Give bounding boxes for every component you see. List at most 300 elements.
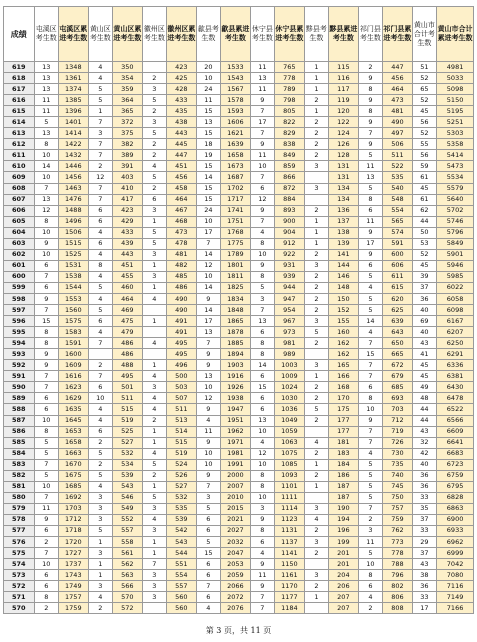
score-cell: 577: [4, 525, 35, 536]
score-cell: 612: [4, 139, 35, 150]
count-cell: 45: [412, 260, 436, 271]
count-cell: 1938: [221, 393, 251, 404]
count-cell: 33: [412, 592, 436, 603]
count-cell: 3: [196, 492, 220, 503]
count-cell: 1: [304, 106, 328, 117]
count-cell: 501: [113, 382, 143, 393]
count-cell: 2047: [221, 548, 251, 559]
count-cell: 1: [142, 537, 166, 548]
count-cell: 1621: [221, 128, 251, 139]
column-header: 徽州区考生数: [142, 7, 166, 62]
count-cell: 2: [142, 139, 166, 150]
count-cell: 805: [275, 106, 305, 117]
count-cell: 798: [275, 95, 305, 106]
count-cell: 13: [250, 316, 274, 327]
count-cell: 1137: [275, 537, 305, 548]
count-cell: 552: [113, 514, 143, 525]
count-cell: 2076: [221, 603, 251, 614]
count-cell: 625: [383, 305, 413, 316]
count-cell: 6430: [437, 382, 474, 393]
count-cell: 10: [358, 559, 382, 570]
count-cell: 33: [412, 525, 436, 536]
count-cell: 9: [358, 73, 382, 84]
count-cell: 4: [196, 415, 220, 426]
count-cell: 524: [167, 459, 197, 470]
count-cell: 1645: [59, 415, 89, 426]
score-cell: 587: [4, 415, 35, 426]
count-cell: [304, 172, 328, 183]
count-cell: 2: [88, 161, 112, 172]
count-cell: 1623: [59, 382, 89, 393]
count-cell: 515: [113, 404, 143, 415]
count-cell: 5: [88, 448, 112, 459]
count-cell: 679: [383, 371, 413, 382]
count-cell: 1727: [59, 548, 89, 559]
count-cell: 989: [275, 349, 305, 360]
count-cell: 527: [113, 437, 143, 448]
count-cell: 181: [329, 437, 359, 448]
count-cell: 53: [412, 238, 436, 249]
count-cell: 2053: [221, 559, 251, 570]
score-cell: 585: [4, 437, 35, 448]
count-cell: 5: [142, 95, 166, 106]
count-cell: 2015: [221, 503, 251, 514]
count-cell: 4: [250, 227, 274, 238]
count-cell: 5150: [437, 95, 474, 106]
count-cell: 443: [113, 249, 143, 260]
count-cell: 9: [358, 95, 382, 106]
count-cell: 947: [275, 293, 305, 304]
count-cell: 5: [358, 305, 382, 316]
table-row: [4, 448, 474, 459]
table-row: [4, 570, 474, 581]
score-cell: 582: [4, 470, 35, 481]
count-cell: 2: [304, 271, 328, 282]
count-cell: 2: [88, 459, 112, 470]
count-cell: 187: [329, 492, 359, 503]
count-cell: 1: [142, 548, 166, 559]
count-cell: 931: [275, 260, 305, 271]
count-cell: 1085: [275, 459, 305, 470]
count-cell: 6: [88, 238, 112, 249]
count-cell: 40: [412, 459, 436, 470]
table-row: [4, 249, 474, 260]
score-cell: 593: [4, 349, 35, 360]
count-cell: 7: [34, 548, 58, 559]
count-cell: 10: [88, 393, 112, 404]
count-cell: 789: [275, 84, 305, 95]
count-cell: 765: [275, 62, 305, 73]
count-cell: 4: [142, 161, 166, 172]
count-cell: 1712: [59, 514, 89, 525]
count-cell: 611: [383, 271, 413, 282]
score-cell: 588: [4, 404, 35, 415]
count-cell: 5098: [437, 84, 474, 95]
count-cell: 45: [412, 371, 436, 382]
column-header: 黄山区考生数: [88, 7, 112, 62]
count-cell: 5: [34, 437, 58, 448]
count-cell: 17: [196, 227, 220, 238]
column-header: 成绩: [4, 7, 35, 62]
count-cell: 1024: [275, 382, 305, 393]
count-cell: 10: [196, 216, 220, 227]
count-cell: 543: [167, 537, 197, 548]
count-cell: 5: [88, 525, 112, 536]
count-cell: 10: [358, 404, 382, 415]
count-cell: 5: [358, 150, 382, 161]
count-cell: 131: [329, 172, 359, 183]
count-cell: 13: [250, 73, 274, 84]
count-cell: 201: [329, 559, 359, 570]
count-cell: 6683: [437, 448, 474, 459]
score-cell: 610: [4, 161, 35, 172]
count-cell: 9: [34, 293, 58, 304]
count-cell: 548: [383, 194, 413, 205]
count-cell: 116: [329, 73, 359, 84]
count-cell: 1361: [59, 73, 89, 84]
count-cell: 1635: [59, 404, 89, 415]
count-cell: 1: [88, 106, 112, 117]
count-cell: 375: [113, 128, 143, 139]
table-row: [4, 437, 474, 448]
count-cell: 7: [142, 559, 166, 570]
count-cell: 3: [88, 581, 112, 592]
count-cell: 7: [358, 503, 382, 514]
count-cell: 6058: [437, 293, 474, 304]
count-cell: 1663: [59, 448, 89, 459]
count-cell: 7: [34, 382, 58, 393]
count-cell: 14: [250, 360, 274, 371]
count-cell: 535: [383, 172, 413, 183]
count-cell: 65: [412, 84, 436, 95]
score-cell: 594: [4, 338, 35, 349]
count-cell: 1: [142, 426, 166, 437]
count-cell: 2032: [221, 537, 251, 548]
count-cell: 2: [142, 106, 166, 117]
count-cell: 519: [167, 448, 197, 459]
count-cell: 1692: [59, 492, 89, 503]
count-cell: 456: [167, 172, 197, 183]
count-cell: 1385: [59, 95, 89, 106]
count-cell: 148: [329, 282, 359, 293]
table-row: [4, 227, 474, 238]
count-cell: 7: [34, 459, 58, 470]
score-cell: 618: [4, 73, 35, 84]
count-cell: 1: [142, 437, 166, 448]
count-cell: 1: [304, 62, 328, 73]
count-cell: 6: [196, 592, 220, 603]
count-cell: 10: [196, 271, 220, 282]
count-cell: 1538: [59, 271, 89, 282]
count-cell: 822: [275, 117, 305, 128]
count-cell: 788: [383, 559, 413, 570]
count-cell: 350: [113, 62, 143, 73]
count-cell: [88, 349, 112, 360]
count-cell: 2: [304, 139, 328, 150]
count-cell: 11: [250, 150, 274, 161]
count-cell: 1: [304, 216, 328, 227]
count-cell: 10: [196, 382, 220, 393]
count-cell: 500: [167, 371, 197, 382]
table-row: [4, 205, 474, 216]
count-cell: 507: [167, 393, 197, 404]
count-cell: 2027: [221, 525, 251, 536]
count-cell: 8: [358, 570, 382, 581]
table-row: [4, 161, 474, 172]
count-cell: 6: [88, 216, 112, 227]
count-cell: 7: [34, 371, 58, 382]
count-cell: 1720: [59, 537, 89, 548]
count-cell: 6: [250, 537, 274, 548]
count-cell: 1609: [59, 360, 89, 371]
count-cell: 36: [412, 481, 436, 492]
count-cell: 2021: [221, 514, 251, 525]
count-cell: 12: [88, 172, 112, 183]
count-cell: 15: [196, 161, 220, 172]
count-cell: 9: [250, 514, 274, 525]
count-cell: 1456: [59, 172, 89, 183]
count-cell: 1414: [59, 128, 89, 139]
count-cell: 52: [412, 128, 436, 139]
count-cell: 1616: [59, 371, 89, 382]
count-cell: 8: [34, 327, 58, 338]
count-cell: 6609: [437, 426, 474, 437]
count-cell: 672: [383, 360, 413, 371]
count-cell: 2: [34, 603, 58, 614]
count-cell: 551: [167, 559, 197, 570]
count-cell: 17: [196, 316, 220, 327]
count-cell: 8: [250, 470, 274, 481]
count-cell: 51: [412, 62, 436, 73]
count-cell: 190: [329, 503, 359, 514]
count-cell: 1670: [59, 459, 89, 470]
score-cell: 575: [4, 548, 35, 559]
count-cell: 6336: [437, 360, 474, 371]
count-cell: 6: [250, 327, 274, 338]
table-row: [4, 525, 474, 536]
count-cell: 1: [304, 238, 328, 249]
count-cell: 14: [196, 305, 220, 316]
score-cell: 592: [4, 360, 35, 371]
count-cell: 6: [358, 382, 382, 393]
count-cell: 7: [250, 216, 274, 227]
count-cell: 5: [88, 282, 112, 293]
count-cell: 7: [358, 128, 382, 139]
count-cell: 7: [196, 238, 220, 249]
count-cell: 5: [88, 84, 112, 95]
count-cell: 7: [34, 492, 58, 503]
count-cell: 546: [113, 492, 143, 503]
count-cell: 1432: [59, 150, 89, 161]
column-header: 黟县累进考生数: [329, 7, 359, 62]
count-cell: 14: [196, 172, 220, 183]
count-cell: 3: [88, 492, 112, 503]
count-cell: 829: [275, 128, 305, 139]
count-cell: 1446: [59, 161, 89, 172]
count-cell: 565: [383, 216, 413, 227]
count-cell: 566: [113, 581, 143, 592]
count-cell: [142, 327, 166, 338]
count-cell: 1: [142, 316, 166, 327]
count-cell: 194: [329, 514, 359, 525]
count-cell: 6207: [437, 327, 474, 338]
count-cell: 17: [412, 603, 436, 614]
count-cell: 451: [167, 161, 197, 172]
count-cell: 1: [304, 481, 328, 492]
count-cell: 1702: [221, 183, 251, 194]
count-cell: 1003: [275, 360, 305, 371]
count-cell: 11: [358, 161, 382, 172]
count-cell: 600: [383, 249, 413, 260]
count-cell: 10: [196, 448, 220, 459]
count-cell: 5: [196, 537, 220, 548]
count-cell: 5901: [437, 249, 474, 260]
score-cell: 574: [4, 559, 35, 570]
count-cell: 1177: [275, 592, 305, 603]
count-cell: 1639: [221, 139, 251, 150]
count-cell: 3: [142, 570, 166, 581]
count-cell: [304, 492, 328, 503]
count-cell: 7166: [437, 603, 474, 614]
count-cell: 561: [113, 548, 143, 559]
count-cell: 1947: [221, 404, 251, 415]
count-cell: 6: [34, 393, 58, 404]
count-cell: 5: [358, 183, 382, 194]
count-cell: 900: [275, 216, 305, 227]
count-cell: 1543: [221, 73, 251, 84]
count-cell: 1811: [221, 271, 251, 282]
count-cell: 1848: [221, 305, 251, 316]
score-cell: 570: [4, 603, 35, 614]
count-cell: 1878: [221, 327, 251, 338]
count-cell: 4: [358, 448, 382, 459]
count-cell: 2: [304, 205, 328, 216]
score-cell: 589: [4, 393, 35, 404]
count-cell: 24: [196, 205, 220, 216]
count-cell: 6: [196, 570, 220, 581]
score-cell: 614: [4, 117, 35, 128]
count-cell: 7: [358, 338, 382, 349]
count-cell: 1488: [59, 205, 89, 216]
count-cell: 6900: [437, 514, 474, 525]
count-cell: 5746: [437, 216, 474, 227]
count-cell: 486: [113, 338, 143, 349]
table-row: [4, 371, 474, 382]
count-cell: 4: [142, 393, 166, 404]
count-cell: 534: [113, 459, 143, 470]
count-cell: 11: [358, 537, 382, 548]
count-cell: 7042: [437, 559, 474, 570]
count-cell: 884: [275, 194, 305, 205]
count-cell: 6167: [437, 316, 474, 327]
count-cell: 806: [383, 592, 413, 603]
table-row: [4, 492, 474, 503]
count-cell: 1629: [59, 393, 89, 404]
count-cell: 6: [196, 559, 220, 570]
count-cell: 562: [113, 559, 143, 570]
count-cell: 1170: [275, 581, 305, 592]
count-cell: 3: [142, 382, 166, 393]
count-cell: 61: [412, 172, 436, 183]
count-cell: 36: [412, 293, 436, 304]
count-cell: 1: [142, 216, 166, 227]
count-cell: 136: [329, 205, 359, 216]
count-cell: [142, 305, 166, 316]
count-cell: 61: [412, 194, 436, 205]
count-cell: 4: [88, 481, 112, 492]
count-cell: 3: [88, 503, 112, 514]
count-cell: 7: [358, 360, 382, 371]
count-cell: 1768: [221, 227, 251, 238]
count-cell: 526: [167, 470, 197, 481]
count-cell: 735: [383, 459, 413, 470]
count-cell: 1916: [221, 371, 251, 382]
count-cell: [304, 426, 328, 437]
count-cell: 4: [142, 448, 166, 459]
count-cell: 1533: [221, 62, 251, 73]
count-cell: 5: [34, 117, 58, 128]
count-cell: 14: [34, 161, 58, 172]
count-cell: 2: [88, 437, 112, 448]
count-cell: 2: [304, 150, 328, 161]
table-body: [4, 62, 474, 614]
count-cell: 1009: [275, 371, 305, 382]
count-cell: 5414: [437, 150, 474, 161]
count-cell: 13: [196, 117, 220, 128]
column-header: 休宁县考生数: [250, 7, 274, 62]
count-cell: 4: [358, 327, 382, 338]
count-cell: 10: [196, 73, 220, 84]
count-cell: 557: [167, 581, 197, 592]
table-row: [4, 238, 474, 249]
count-cell: 1: [304, 459, 328, 470]
count-cell: 152: [329, 305, 359, 316]
count-cell: 939: [275, 271, 305, 282]
count-cell: 389: [113, 150, 143, 161]
count-cell: 1653: [59, 426, 89, 437]
count-cell: 7: [196, 581, 220, 592]
count-cell: 2: [304, 548, 328, 559]
count-cell: 558: [113, 537, 143, 548]
count-cell: 6381: [437, 371, 474, 382]
count-cell: 1: [304, 371, 328, 382]
count-cell: 15: [196, 128, 220, 139]
count-cell: 5: [304, 327, 328, 338]
count-cell: 438: [167, 117, 197, 128]
count-cell: 1: [142, 260, 166, 271]
count-cell: 13: [34, 128, 58, 139]
count-cell: 5: [304, 404, 328, 415]
count-cell: 522: [383, 161, 413, 172]
count-cell: 439: [113, 238, 143, 249]
count-cell: 8: [250, 238, 274, 249]
count-cell: 1161: [275, 570, 305, 581]
count-cell: 6: [88, 205, 112, 216]
count-cell: 9: [196, 360, 220, 371]
count-cell: 9: [250, 205, 274, 216]
count-cell: 42: [412, 448, 436, 459]
count-cell: 6828: [437, 492, 474, 503]
count-cell: 382: [113, 139, 143, 150]
count-cell: 52: [412, 73, 436, 84]
table-row: [4, 382, 474, 393]
count-cell: 11: [358, 216, 382, 227]
count-cell: 5: [34, 448, 58, 459]
count-cell: 6: [196, 525, 220, 536]
count-cell: 13: [196, 371, 220, 382]
count-cell: 13: [196, 327, 220, 338]
count-cell: 1111: [275, 492, 305, 503]
